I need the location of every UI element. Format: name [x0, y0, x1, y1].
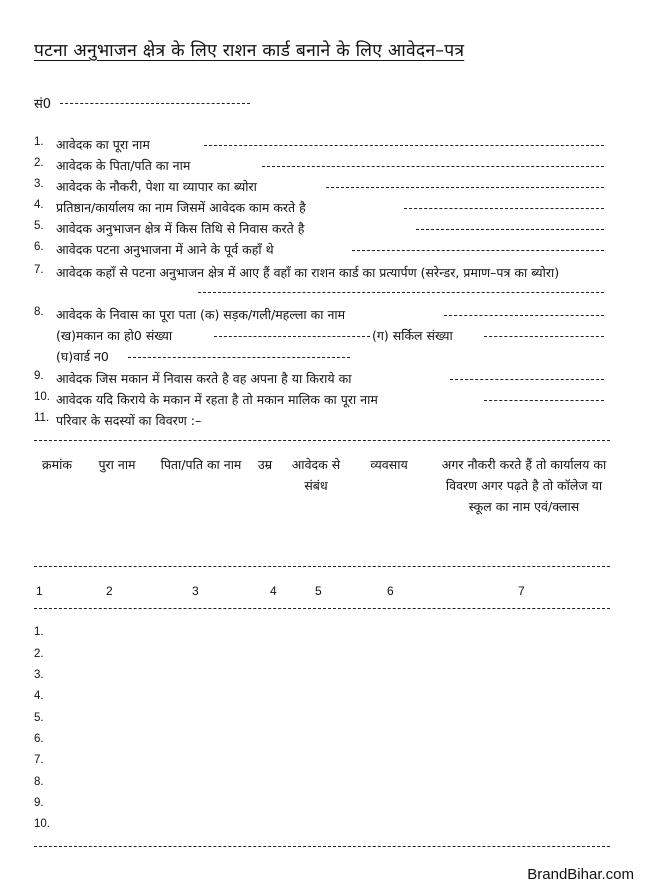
table-row[interactable]: 6. [34, 733, 44, 745]
field-house-ownership: 9. आवेदक जिस मकान में निवास करते है वह अपना है या किराये का [34, 370, 352, 386]
field-family-details: 11. परिवार के सदस्यों का विवरण :– [34, 412, 202, 428]
circle-number-label: (ग) सर्किल संख्या [372, 328, 453, 343]
previous-residence-blank[interactable] [352, 250, 604, 251]
header-bottom-rule [34, 566, 610, 567]
header-age: उम्र [257, 457, 273, 472]
field-residence-address: 8. आवेदक के निवास का पूरा पता (क) सड़क/गली/महल्ला का नाम [34, 306, 346, 322]
header-relation-with-applicant: आवेदक से संबंध [291, 457, 341, 493]
header-occupation: व्यवसाय [370, 457, 408, 472]
table-row[interactable]: 10. [34, 818, 50, 830]
column-number: 5 [315, 584, 322, 598]
table-row[interactable]: 1. [34, 626, 44, 638]
ration-card-surrender-blank[interactable] [198, 292, 604, 293]
house-number-blank[interactable] [214, 336, 370, 337]
serial-number-blank[interactable] [60, 103, 250, 104]
serial-number-label: सं0 [34, 97, 52, 112]
table-row[interactable]: 2. [34, 648, 44, 660]
table-row[interactable]: 7. [34, 754, 44, 766]
table-row[interactable]: 8. [34, 776, 44, 788]
street-name-blank[interactable] [444, 315, 604, 316]
father-husband-name-blank[interactable] [262, 166, 604, 167]
circle-number-blank[interactable] [484, 336, 604, 337]
form-title: पटना अनुभाजन क्षेत्र के लिए राशन कार्ड बनाने के लिए आवेदन–पत्र [34, 41, 465, 61]
column-number: 1 [36, 584, 43, 598]
column-number: 3 [192, 584, 199, 598]
column-number: 2 [106, 584, 113, 598]
residence-date-blank[interactable] [416, 229, 604, 230]
header-full-name: पुरा नाम [98, 457, 136, 472]
column-number: 4 [270, 584, 277, 598]
column-number: 6 [387, 584, 394, 598]
column-number: 7 [518, 584, 525, 598]
table-top-rule [34, 440, 610, 441]
table-row[interactable]: 5. [34, 712, 44, 724]
applicant-name-blank[interactable] [204, 145, 604, 146]
field-landlord-name: 10. आवेदक यदि किराये के मकान में रहता है तो मकान मालिक का पूरा नाम [34, 391, 378, 407]
field-occupation-details: 3. आवेदक के नौकरी, पेशा या व्यापार का ब्योरा [34, 178, 257, 194]
ward-number-blank[interactable] [128, 357, 350, 358]
field-ration-card-surrender: 7. आवेदक कहाँ से पटना अनुभाजन क्षेत्र में आए हैं वहाँ का राशन कार्ड का प्रत्यार्पण (सरेन्डर, प्रमाण–पत्र का ब्योरा) [34, 264, 560, 280]
field-previous-residence: 6. आवेदक पटना अनुभाजना में आने के पूर्व कहाँ थे [34, 241, 274, 257]
house-number-label: (ख)मकान का हो0 संख्या [56, 328, 173, 343]
column-number-bottom-rule [34, 608, 610, 609]
landlord-name-blank[interactable] [484, 400, 604, 401]
ward-number-label: (घ)वार्ड न0 [56, 349, 109, 364]
field-office-name: 4. प्रतिष्ठान/कार्यालय का नाम जिसमें आवेदक काम करते है [34, 199, 306, 215]
table-row[interactable]: 4. [34, 690, 44, 702]
brand-watermark: BrandBihar.com [527, 866, 634, 883]
header-office-or-school: अगर नौकरी करते हैं तो कार्यालय का विवरण अगर पढ़ते है तो कॉलेज या स्कूल का नाम एवं/क्लास [441, 457, 607, 514]
table-bottom-rule [34, 846, 610, 847]
field-residence-date: 5. आवेदक अनुभाजन क्षेत्र में किस तिथि से निवास करते है [34, 220, 305, 236]
table-row[interactable]: 9. [34, 797, 44, 809]
table-row[interactable]: 3. [34, 669, 44, 681]
occupation-details-blank[interactable] [326, 187, 604, 188]
field-applicant-name: 1. आवेदक का पूरा नाम [34, 136, 150, 152]
header-serial-number: क्रमांक [42, 457, 72, 472]
header-father-husband-name: पिता/पति का नाम [160, 457, 242, 472]
field-father-husband-name: 2. आवेदक के पिता/पति का नाम [34, 157, 191, 173]
office-name-blank[interactable] [404, 208, 604, 209]
house-ownership-blank[interactable] [450, 379, 604, 380]
